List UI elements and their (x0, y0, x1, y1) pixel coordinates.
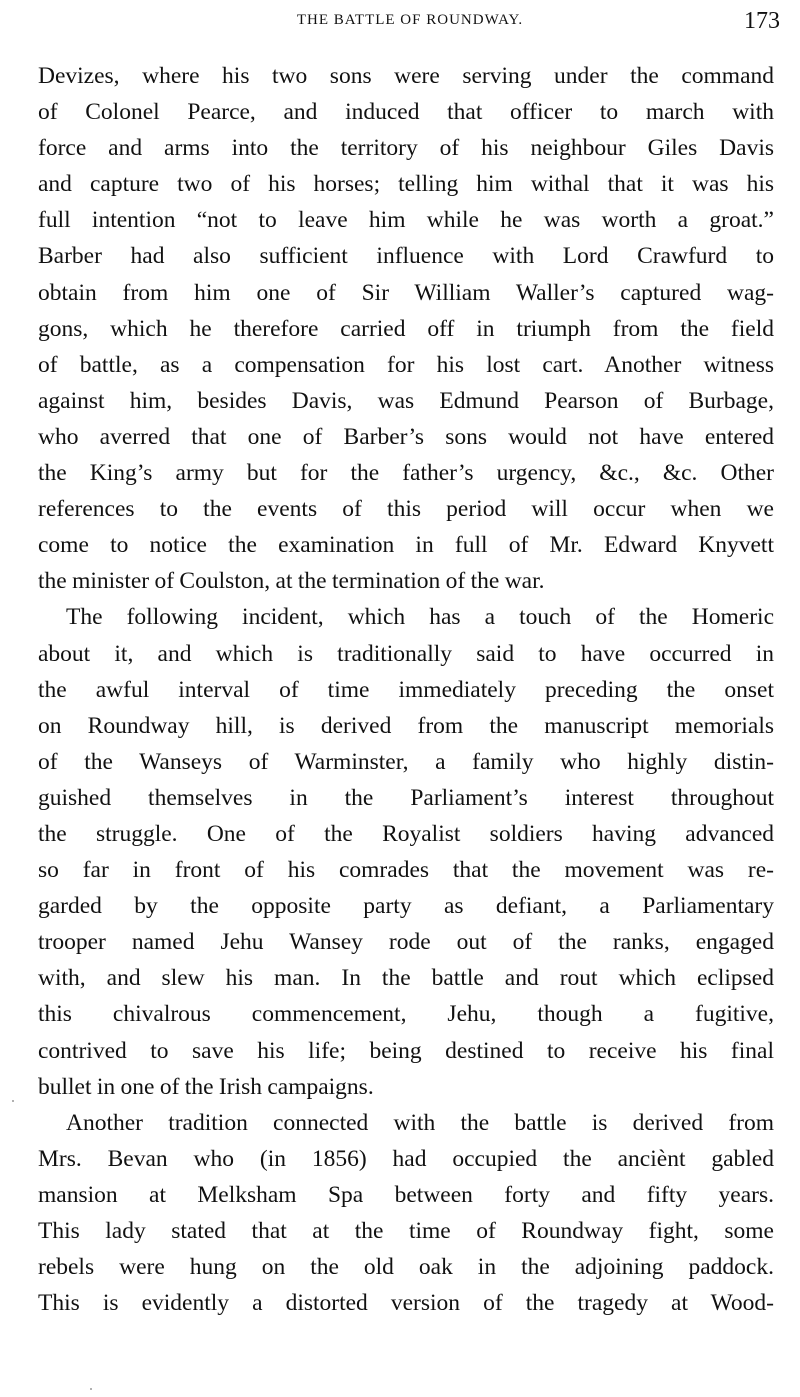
text-line: on Roundway hill, is derived from the manuscript memorials (38, 712, 774, 739)
text-line: force and arms into the territory of his neighbour Giles Davis (38, 135, 774, 162)
text-line: come to notice the examination in full of Mr. Edward Knyvett (38, 532, 774, 559)
text-line: of the Wanseys of Warminster, a family who highly distin- (38, 748, 774, 775)
text-line: and capture two of his horses; telling him withal that it was his (38, 171, 774, 198)
text-line: gons, which he therefore carried off in triumph from the field (38, 315, 774, 342)
text-line: This is evidently a distorted version of the tragedy at Wood- (38, 1290, 774, 1317)
text-line: the minister of Coulston, at the termination of the war. (38, 568, 545, 595)
text-line: of Colonel Pearce, and induced that officer to march with (38, 99, 774, 126)
page-number: 173 (744, 8, 780, 34)
text-line: Devizes, where his two sons were serving under the command (38, 63, 774, 89)
text-line: of battle, as a compensation for his lost cart. Another witness (38, 351, 774, 378)
text-line: This lady stated that at the time of Roundway fight, some (38, 1218, 774, 1244)
text-line: who averred that one of Barber’s sons would not have entered (38, 423, 774, 450)
running-title: THE BATTLE OF ROUNDWAY. (296, 12, 524, 28)
text-line: about it, and which is traditionally said to have occurred in (38, 640, 774, 667)
text-line: Mrs. Bevan who (in 1856) had occupied the anciènt gabled (38, 1145, 774, 1172)
text-line: Barber had also sufficient influence with Lord Crawfurd to (38, 243, 774, 270)
text-line: with, and slew his man. In the battle and rout which eclipsed (38, 965, 774, 992)
scan-speck (12, 1100, 14, 1102)
text-line: trooper named Jehu Wansey rode out of the ranks, engaged (38, 929, 774, 956)
scan-speck (90, 1388, 92, 1390)
text-line: this chivalrous commencement, Jehu, though a fugitive, (38, 1001, 774, 1028)
paragraph-1 (38, 58, 774, 599)
text-line: the King’s army but for the father’s urgency, &c., &c. Other (38, 460, 774, 487)
text-line: garded by the opposite party as defiant, a Parliamentary (38, 893, 774, 920)
text-line: against him, besides Davis, was Edmund Pearson of Burbage, (38, 387, 774, 414)
text-line: rebels were hung on the old oak in the adjoining paddock. (38, 1254, 774, 1281)
paragraph-3 (38, 1105, 774, 1322)
body-text (38, 58, 774, 1321)
paragraph-2 (38, 599, 774, 1104)
running-head (40, 8, 780, 38)
text-line: the awful interval of time immediately preceding the onset (38, 676, 774, 703)
text-line: obtain from him one of Sir William Waller’s captured wag- (38, 279, 774, 306)
text-line: mansion at Melksham Spa between forty and fifty years. (38, 1181, 774, 1208)
text-line: bullet in one of the Irish campaigns. (38, 1073, 374, 1100)
text-line: so far in front of his comrades that the movement was re- (38, 857, 774, 884)
text-line: Another tradition connected with the battle is derived from (66, 1109, 774, 1136)
text-line: The following incident, which has a touch of the Homeric (66, 604, 774, 631)
text-line: full intention “not to leave him while he was worth a groat.” (38, 207, 774, 234)
text-line: references to the events of this period will occur when we (38, 496, 774, 523)
text-line: the struggle. One of the Royalist soldiers having advanced (38, 820, 774, 847)
text-line: guished themselves in the Parliament’s interest throughout (38, 784, 774, 811)
text-line: contrived to save his life; being destined to receive his final (38, 1037, 774, 1064)
